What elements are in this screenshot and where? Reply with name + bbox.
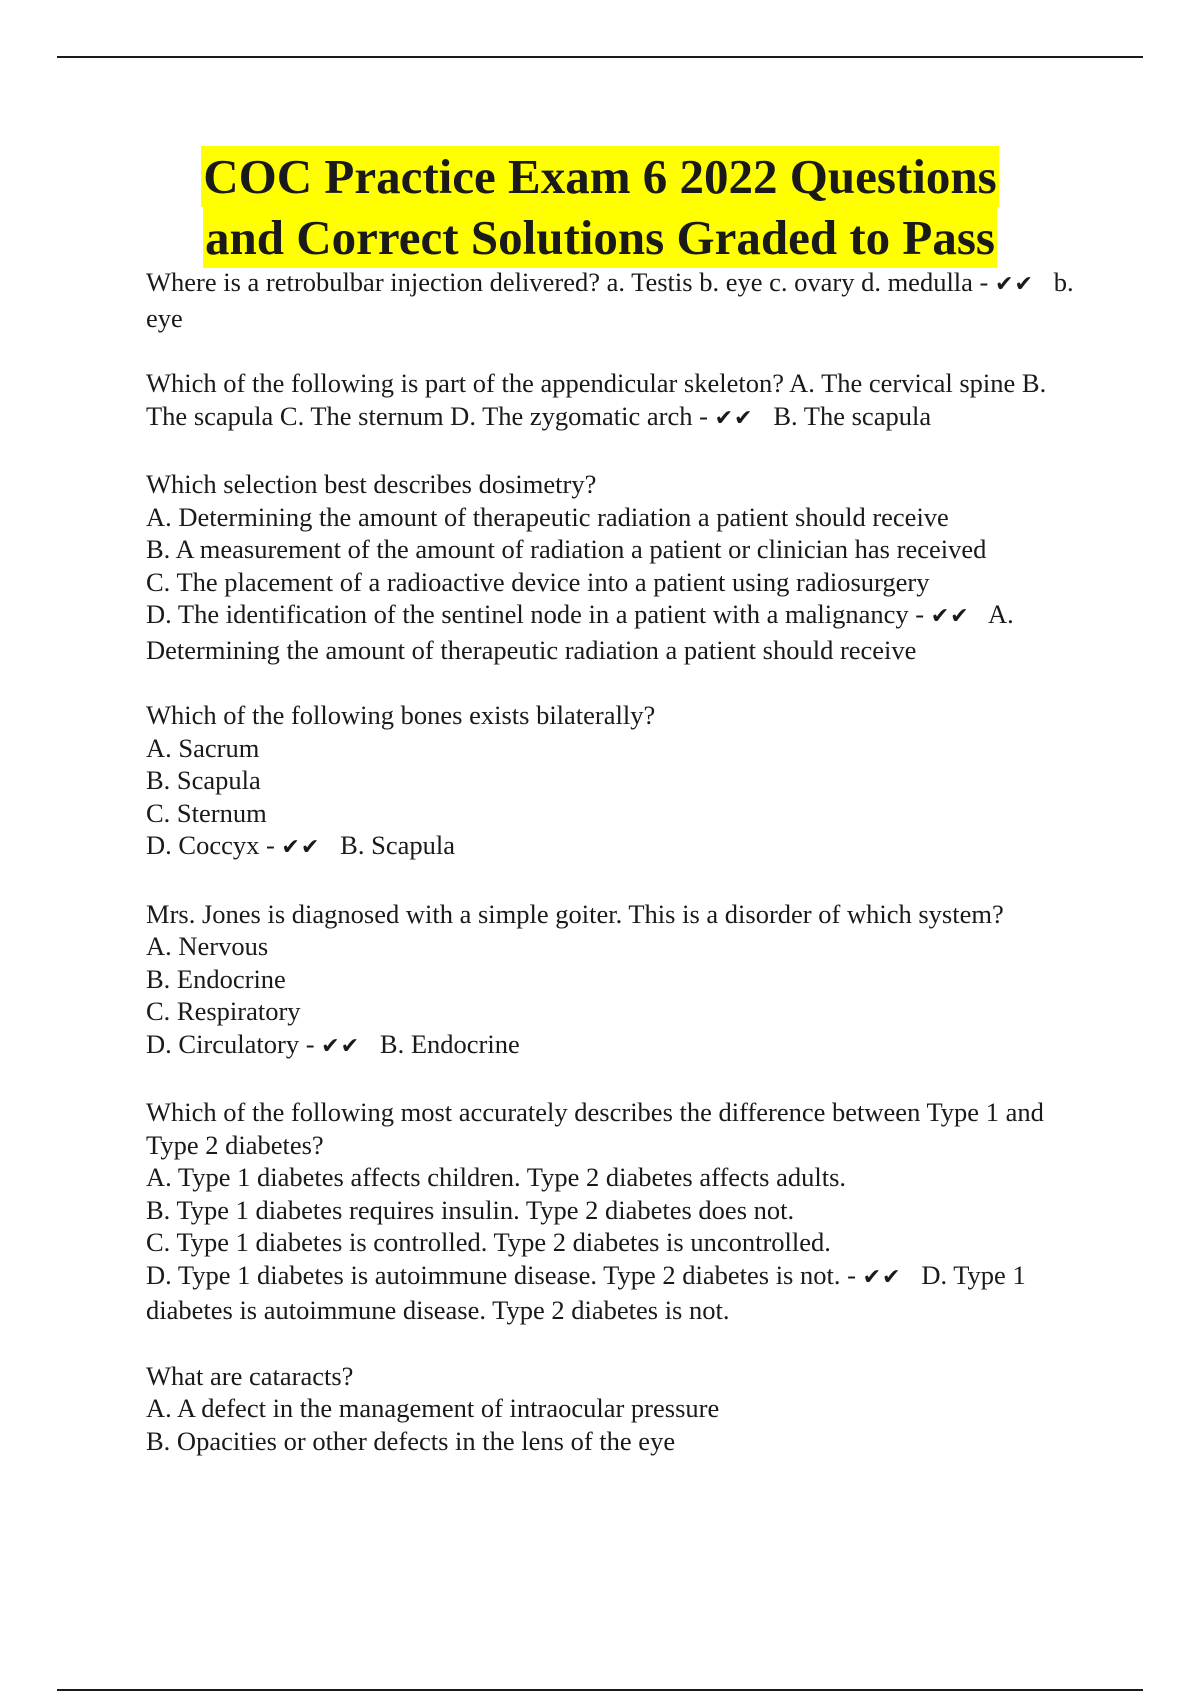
bottom-rule (57, 1689, 1143, 1691)
option: B. Endocrine (146, 963, 286, 994)
option: C. The placement of a radioactive device into a patient using radiosurgery (146, 566, 930, 597)
answer-text: D. Type 1 diabetes is autoimmune disease. Type 2 diabetes is not. (146, 1259, 1026, 1325)
option: C. Respiratory (146, 996, 301, 1026)
question-1 (146, 266, 1086, 334)
question-stem: Where is a retrobulbar injection delivered? a. Testis b. eye c. ovary d. medulla - (146, 267, 989, 297)
title-line-2: and Correct Solutions Graded to Pass (203, 207, 997, 268)
option-with-answer (146, 1028, 1086, 1064)
question-stem: Which of the following bones exists bilaterally? (146, 700, 656, 730)
double-check-icon: ✔✔ (862, 1264, 902, 1290)
option: C. Type 1 diabetes is controlled. Type 2 diabetes is uncontrolled. (146, 1227, 831, 1257)
option: B. Type 1 diabetes requires insulin. Type 2 diabetes does not. (146, 1194, 795, 1225)
question-3 (146, 468, 1086, 666)
answer-text: b. eye (146, 267, 1074, 333)
option: A. Sacrum (146, 732, 260, 763)
question-stem: Mrs. Jones is diagnosed with a simple goiter. This is a disorder of which system? (146, 898, 1004, 929)
option: A. Determining the amount of therapeutic radiation a patient should receive (146, 501, 949, 532)
document-title (0, 146, 1200, 268)
double-check-icon: ✔✔ (714, 405, 754, 431)
double-check-icon: ✔✔ (930, 604, 970, 629)
option: B. Scapula (146, 765, 261, 795)
double-check-icon: ✔✔ (281, 835, 321, 860)
question-4 (146, 699, 1086, 865)
question-stem: What are cataracts? (146, 1360, 354, 1391)
question-stem: Which of the following is part of the appendicular skeleton? A. The cervical spine B. The scapula C. The sternum D. The zygomatic arch - (146, 368, 1047, 431)
option: D. Type 1 diabetes is autoimmune disease. Type 2 diabetes is not. - (146, 1259, 856, 1290)
question-7 (146, 1360, 1086, 1458)
answer-text: B. The scapula (773, 400, 932, 431)
question-text (146, 367, 1086, 435)
option: B. A measurement of the amount of radiation a patient or clinician has received (146, 534, 987, 564)
option: C. Sternum (146, 797, 267, 828)
option: D. The identification of the sentinel node in a patient with a malignancy - (146, 599, 925, 629)
question-list (146, 266, 1086, 1490)
option-with-answer (146, 1259, 1086, 1327)
question-6 (146, 1096, 1086, 1327)
option-with-answer (146, 598, 1086, 666)
question-stem: Which of the following most accurately describes the difference between Type 1 and Type 2 diabetes? (146, 1097, 1044, 1160)
option: D. Coccyx - (146, 830, 275, 860)
answer-text: A. Determining the amount of therapeutic radiation a patient should receive (146, 599, 1014, 665)
question-5 (146, 898, 1086, 1064)
answer-text: B. Scapula (340, 830, 455, 860)
answer-text: B. Endocrine (379, 1028, 520, 1059)
option: A. A defect in the management of intraocular pressure (146, 1393, 720, 1423)
option: A. Type 1 diabetes affects children. Type 2 diabetes affects adults. (146, 1162, 847, 1192)
question-2 (146, 367, 1086, 435)
top-rule (57, 56, 1143, 58)
title-line-1: COC Practice Exam 6 2022 Questions (201, 146, 998, 207)
double-check-icon: ✔✔ (321, 1033, 361, 1059)
double-check-icon: ✔✔ (995, 272, 1034, 297)
question-stem: Which selection best describes dosimetry? (146, 469, 597, 499)
question-text (146, 266, 1086, 334)
option: B. Opacities or other defects in the lens of the eye (146, 1425, 676, 1456)
option: A. Nervous (146, 931, 269, 961)
option-with-answer (146, 829, 1086, 865)
option: D. Circulatory - (146, 1028, 315, 1059)
